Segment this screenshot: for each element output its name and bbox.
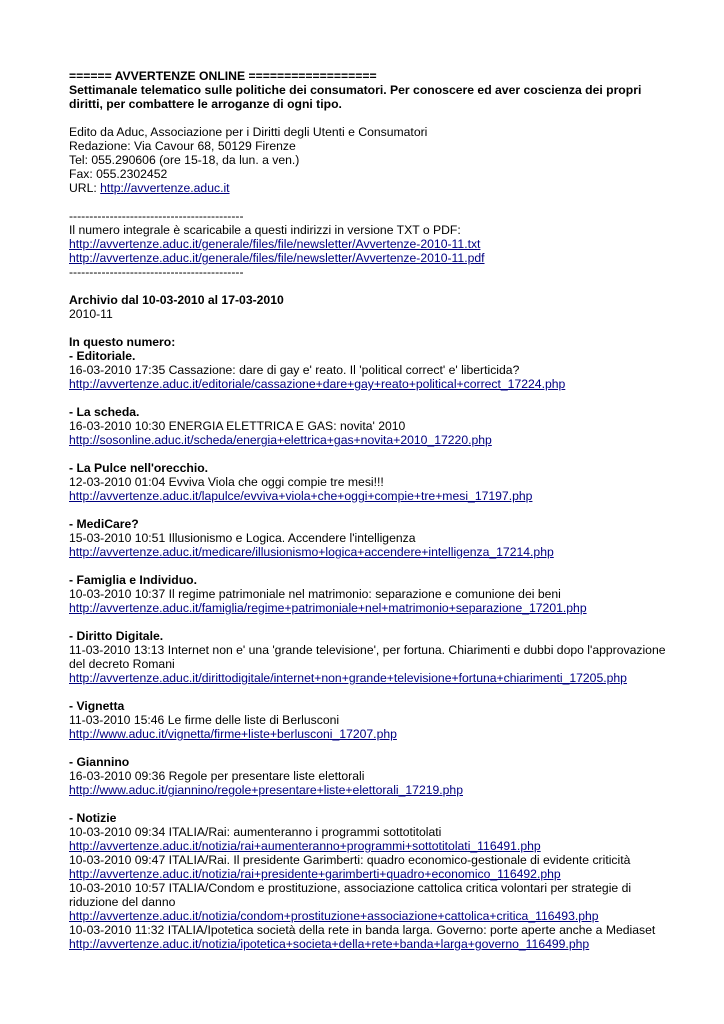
section-heading: - La Pulce nell'orecchio. bbox=[69, 461, 209, 475]
section-famiglia bbox=[69, 573, 669, 615]
item-link[interactable]: http://avvertenze.aduc.it/dirittodigitale/internet+non+grande+televisione+fortuna+chiarimenti_17205.php bbox=[69, 671, 627, 685]
url-label: URL: bbox=[69, 181, 101, 195]
publisher-url-link[interactable]: http://avvertenze.aduc.it bbox=[100, 181, 230, 195]
item-link[interactable]: http://avvertenze.aduc.it/notizia/rai+presidente+garimberti+quadro+economico_116492.php bbox=[69, 867, 561, 881]
section-heading: - Editoriale. bbox=[69, 349, 136, 363]
item-link[interactable]: http://www.aduc.it/vignetta/firme+liste+berlusconi_17207.php bbox=[69, 727, 397, 741]
publisher-tel: Tel: 055.290606 (ore 15-18, da lun. a ven.) bbox=[69, 153, 300, 167]
item-text: 11-03-2010 13:13 Internet non e' una 'grande televisione', per fortuna. Chiarimenti e dubbi dopo l'approvazione del decreto Romani bbox=[69, 643, 666, 671]
section-la-pulce bbox=[69, 461, 669, 503]
section-notizie bbox=[69, 811, 669, 951]
item-link[interactable]: http://sosonline.aduc.it/scheda/energia+elettrica+gas+novita+2010_17220.php bbox=[69, 433, 492, 447]
section-editoriale bbox=[69, 349, 669, 391]
section-heading: - Giannino bbox=[69, 755, 130, 769]
item-link[interactable]: http://avvertenze.aduc.it/editoriale/cassazione+dare+gay+reato+political+correct_17224.php bbox=[69, 377, 566, 391]
item-link[interactable]: http://avvertenze.aduc.it/famiglia/regime+patrimoniale+nel+matrimonio+separazione_17201.php bbox=[69, 601, 587, 615]
publisher-redazione: Redazione: Via Cavour 68, 50129 Firenze bbox=[69, 139, 296, 153]
item-text: 10-03-2010 10:37 Il regime patrimoniale nel matrimonio: separazione e comunione dei beni bbox=[69, 587, 561, 601]
item-text: 15-03-2010 10:51 Illusionismo e Logica. Accendere l'intelligenza bbox=[69, 531, 416, 545]
item-text: 10-03-2010 11:32 ITALIA/Ipotetica società della rete in banda larga. Governo: porte aperte anche a Mediaset bbox=[69, 923, 656, 937]
item-text: 10-03-2010 10:57 ITALIA/Condom e prostituzione, associazione cattolica critica volontari per strategie di riduzione del danno bbox=[69, 881, 632, 909]
item-link[interactable]: http://www.aduc.it/giannino/regole+presentare+liste+elettorali_17219.php bbox=[69, 783, 463, 797]
section-heading: - MediCare? bbox=[69, 517, 139, 531]
download-txt-link[interactable]: http://avvertenze.aduc.it/generale/files/file/newsletter/Avvertenze-2010-11.txt bbox=[69, 237, 481, 251]
archive-issue: 2010-11 bbox=[69, 307, 113, 321]
download-intro: Il numero integrale è scaricabile a questi indirizzi in versione TXT o PDF: bbox=[69, 223, 461, 237]
section-la-scheda bbox=[69, 405, 669, 447]
section-heading: - Notizie bbox=[69, 811, 117, 825]
section-heading: - La scheda. bbox=[69, 405, 140, 419]
section-diritto-digitale bbox=[69, 629, 669, 685]
publisher-edito: Edito da Aduc, Associazione per i Diritti degli Utenti e Consumatori bbox=[69, 125, 428, 139]
item-link[interactable]: http://avvertenze.aduc.it/notizia/rai+aumenteranno+programmi+sottotitolati_116491.php bbox=[69, 839, 541, 853]
tagline: Settimanale telematico sulle politiche dei consumatori. Per conoscere ed aver coscienza dei propri diritti, per combattere le arroganze di ogni tipo. bbox=[69, 83, 642, 111]
item-link[interactable]: http://avvertenze.aduc.it/lapulce/evviva+viola+che+oggi+compie+tre+mesi_17197.php bbox=[69, 489, 533, 503]
item-text: 10-03-2010 09:47 ITALIA/Rai. Il presidente Garimberti: quadro economico-gestionale di evidente criticità bbox=[69, 853, 631, 867]
section-heading: - Vignetta bbox=[69, 699, 125, 713]
item-text: 16-03-2010 09:36 Regole per presentare liste elettorali bbox=[69, 769, 365, 783]
item-link[interactable]: http://avvertenze.aduc.it/notizia/condom+prostituzione+associazione+cattolica+critica_116493.php bbox=[69, 909, 599, 923]
in-questo-numero: In questo numero: bbox=[69, 335, 176, 349]
section-giannino bbox=[69, 755, 669, 797]
item-text: 10-03-2010 09:34 ITALIA/Rai: aumenteranno i programmi sottotitolati bbox=[69, 825, 442, 839]
section-heading: - Famiglia e Individuo. bbox=[69, 573, 197, 587]
download-pdf-link[interactable]: http://avvertenze.aduc.it/generale/files/file/newsletter/Avvertenze-2010-11.pdf bbox=[69, 251, 485, 265]
publisher-fax: Fax: 055.2302452 bbox=[69, 167, 168, 181]
newsletter-content bbox=[69, 69, 669, 951]
item-link[interactable]: http://avvertenze.aduc.it/medicare/illusionismo+logica+accendere+intelligenza_17214.php bbox=[69, 545, 554, 559]
publisher-url-line bbox=[69, 181, 669, 195]
separator-top: ------------------------------------------- bbox=[69, 209, 244, 223]
item-text: 12-03-2010 01:04 Evviva Viola che oggi compie tre mesi!!! bbox=[69, 475, 384, 489]
item-text: 16-03-2010 17:35 Cassazione: dare di gay e' reato. Il 'political correct' e' liberticida? bbox=[69, 363, 520, 377]
separator-bottom: ------------------------------------------- bbox=[69, 265, 244, 279]
section-vignetta bbox=[69, 699, 669, 741]
section-medicare bbox=[69, 517, 669, 559]
item-text: 11-03-2010 15:46 Le firme delle liste di Berlusconi bbox=[69, 713, 340, 727]
archive-title: Archivio dal 10-03-2010 al 17-03-2010 bbox=[69, 293, 284, 307]
item-link[interactable]: http://avvertenze.aduc.it/notizia/ipotetica+societa+della+rete+banda+larga+governo_116499.php bbox=[69, 937, 590, 951]
banner: ====== AVVERTENZE ONLINE ================== bbox=[69, 69, 377, 83]
item-text: 16-03-2010 10:30 ENERGIA ELETTRICA E GAS: novita' 2010 bbox=[69, 419, 406, 433]
section-heading: - Diritto Digitale. bbox=[69, 629, 164, 643]
